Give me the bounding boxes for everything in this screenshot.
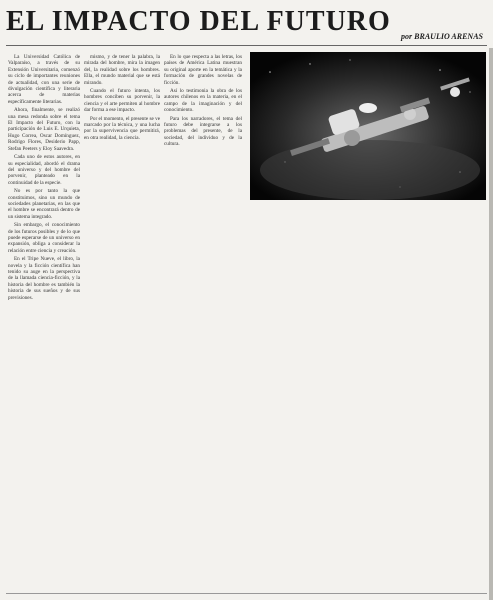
spacecraft-photo (250, 52, 486, 200)
paragraph: En lo que respecta a las letras, los países de América Latina muestran su original aporte en la temática y la formación de grandes novelas de ficción. (164, 54, 242, 86)
paragraph: Cuando el futuro intenta, los hombres conciben su porvenir, la ciencia y el arte permiten al hombre dar forma a ese impacto. (84, 88, 160, 114)
headline-rule (6, 45, 487, 46)
paragraph: La Universidad Católica de Valparaíso, a través de su Extensión Universitaria, comenzó su ciclo de importantes reuniones de actualidad, con una serie de divulgación científica y literaria acerca de materias específicamente literarias. (8, 54, 80, 105)
bottom-rule (6, 593, 487, 594)
article-column-2 (84, 54, 160, 264)
paragraph: Por el momento, el presente se ve marcado por la técnica, y una lucha por la supervivencia que permitirá, en otra realidad, la ciencia. (84, 115, 160, 141)
paragraph: En el Tripe Nueve, el libro, la novela y la ficción científica han tenido su auge en la perspectiva de la llamada ciencia-ficción, y la historia del hombre es también la historia de sus sueños y de sus previsiones. (8, 256, 80, 301)
paragraph: No es por tanto la que constituimos, sino un mundo de sociedades planetarias, en las que el hombre se encontrará dentro de un sistema integrado. (8, 188, 80, 220)
spacecraft-illustration (250, 52, 486, 200)
paragraph: Cada uno de estos autores, en su especialidad, abordó el drama del universo y del hombre del porvenir, planteado en la continuidad de la especie. (8, 154, 80, 186)
paper-edge (489, 48, 493, 600)
headline: EL IMPACTO DEL FUTURO (6, 6, 391, 37)
paragraph: Ahora, finalmente, se realizó una mesa redonda sobre el tema El Impacto del Futuro, con la participación de Luis E. Urquieta, Hugo Correa, Oscar Domínguez, Rodrigo Flores, Desiderio Papp, Stefan Peeters y Eloy Saavedra. (8, 107, 80, 152)
paragraph: mismo, y de tener la palabra, la mirada del hombre, mira la imagen del, la realidad sobre los hombres. Ella, el mundo material que se está mirando. (84, 54, 160, 86)
paragraph: Para los narradores, el tema del futuro debe integrarse a los problemas del presente, de la sociedad, del individuo y de la cultura. (164, 115, 242, 148)
paragraph: Sin embargo, el conocimiento de los futuros posibles y de lo que puede esperarse de un universo en expansión, obliga a considerar la relación entre ciencia y creación. (8, 222, 80, 254)
byline: por BRAULIO ARENAS (401, 32, 483, 41)
article-column-3 (164, 54, 242, 264)
paragraph: Así lo testimonia la obra de los autores chilenos en la materia, en el campo de la imaginación y del conocimiento. (164, 88, 242, 114)
article-column-1 (8, 54, 80, 594)
